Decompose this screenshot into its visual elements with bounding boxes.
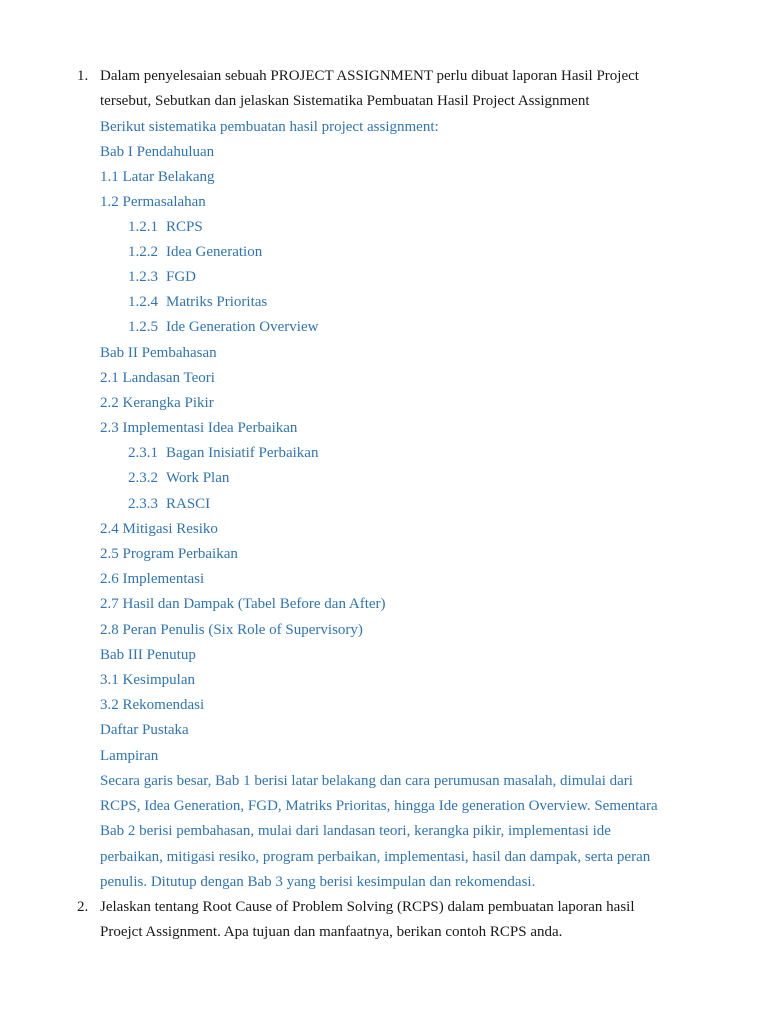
subsection-number: 1.2.3 <box>128 269 158 285</box>
question-1-line-1: Dalam penyelesaian sebuah PROJECT ASSIGNMENT perlu dibuat laporan Hasil Project <box>100 68 639 84</box>
section-2-7: 2.7 Hasil dan Dampak (Tabel Before dan After) <box>100 596 386 612</box>
subsection-2-3-3 <box>128 494 210 514</box>
question-1-line-2: tersebut, Sebutkan dan jelaskan Sistematika Pembuatan Hasil Project Assignment <box>100 93 590 109</box>
subsection-text: RASCI <box>166 496 211 512</box>
subsection-2-3-2 <box>128 468 229 488</box>
answer-intro: Berikut sistematika pembuatan hasil project assignment: <box>100 119 439 135</box>
section-2-2: 2.2 Kerangka Pikir <box>100 395 214 411</box>
section-2-6: 2.6 Implementasi <box>100 571 205 587</box>
section-2-5: 2.5 Program Perbaikan <box>100 546 238 562</box>
subsection-1-2-3 <box>128 267 196 287</box>
subsection-number: 1.2.2 <box>128 244 158 260</box>
bab-1-title: Bab I Pendahuluan <box>100 144 215 160</box>
subsection-1-2-2 <box>128 242 262 262</box>
section-3-1: 3.1 Kesimpulan <box>100 672 195 688</box>
summary-line-3: Bab 2 berisi pembahasan, mulai dari landasan teori, kerangka pikir, implementasi ide <box>100 823 611 839</box>
subsection-text: Ide Generation Overview <box>166 319 319 335</box>
section-2-3: 2.3 Implementasi Idea Perbaikan <box>100 420 298 436</box>
subsection-text: Matriks Prioritas <box>166 294 268 310</box>
section-3-2: 3.2 Rekomendasi <box>100 697 205 713</box>
daftar-pustaka: Daftar Pustaka <box>100 722 189 738</box>
subsection-2-3-1 <box>128 443 318 463</box>
subsection-text: FGD <box>166 269 197 285</box>
section-1-2: 1.2 Permasalahan <box>100 194 206 210</box>
subsection-number: 1.2.4 <box>128 294 158 310</box>
subsection-1-2-1 <box>128 217 203 237</box>
lampiran: Lampiran <box>100 748 159 764</box>
question-2-number: 2. <box>77 899 89 915</box>
subsection-text: Idea Generation <box>166 244 263 260</box>
summary-line-1: Secara garis besar, Bab 1 berisi latar belakang dan cara perumusan masalah, dimulai dari <box>100 773 633 789</box>
question-1-number: 1. <box>77 68 89 84</box>
summary-line-4: perbaikan, mitigasi resiko, program perbaikan, implementasi, hasil dan dampak, serta peran <box>100 849 651 865</box>
section-1-1: 1.1 Latar Belakang <box>100 169 215 185</box>
section-2-4: 2.4 Mitigasi Resiko <box>100 521 218 537</box>
summary-line-2: RCPS, Idea Generation, FGD, Matriks Prioritas, hingga Ide generation Overview. Sementara <box>100 798 658 814</box>
bab-3-title: Bab III Penutup <box>100 647 196 663</box>
subsection-text: Bagan Inisiatif Perbaikan <box>166 445 319 461</box>
question-2-line-1: Jelaskan tentang Root Cause of Problem Solving (RCPS) dalam pembuatan laporan hasil <box>100 899 635 915</box>
section-2-1: 2.1 Landasan Teori <box>100 370 215 386</box>
section-2-8: 2.8 Peran Penulis (Six Role of Supervisory) <box>100 622 363 638</box>
bab-2-title: Bab II Pembahasan <box>100 345 217 361</box>
summary-line-5: penulis. Ditutup dengan Bab 3 yang berisi kesimpulan dan rekomendasi. <box>100 874 536 890</box>
subsection-number: 2.3.3 <box>128 496 158 512</box>
subsection-text: RCPS <box>166 219 203 235</box>
subsection-number: 2.3.1 <box>128 445 158 461</box>
subsection-number: 1.2.5 <box>128 319 158 335</box>
subsection-1-2-4 <box>128 292 267 312</box>
subsection-number: 1.2.1 <box>128 219 158 235</box>
subsection-1-2-5 <box>128 317 318 337</box>
question-2-line-2: Proejct Assignment. Apa tujuan dan manfaatnya, berikan contoh RCPS anda. <box>100 924 563 940</box>
subsection-text: Work Plan <box>166 470 230 486</box>
subsection-number: 2.3.2 <box>128 470 158 486</box>
